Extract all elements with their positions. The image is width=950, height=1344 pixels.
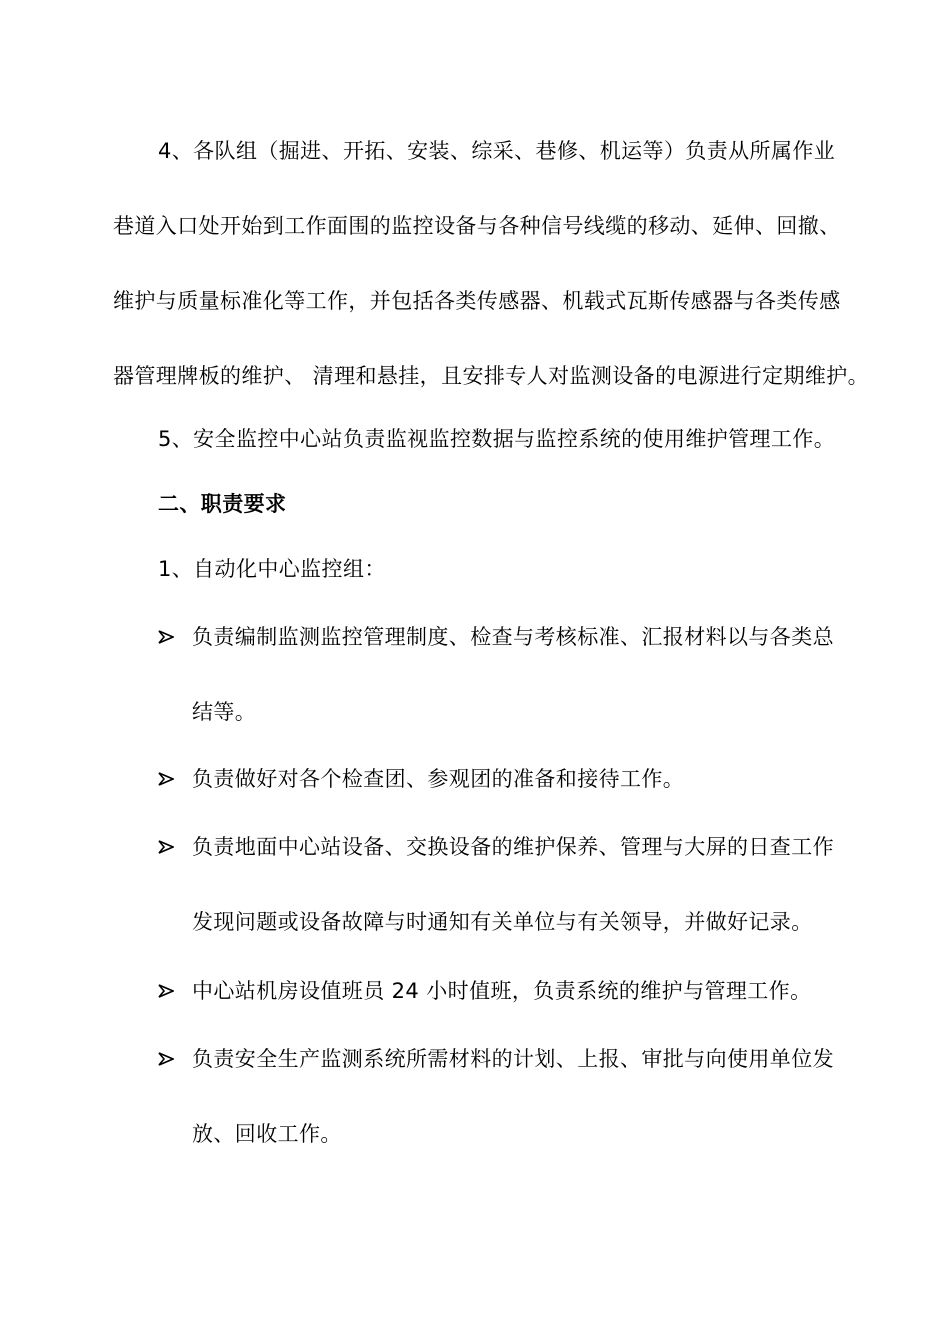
arrowhead-bullet-icon <box>158 976 178 998</box>
arrowhead-bullet-icon <box>158 622 178 644</box>
subsection-heading: 1、自动化中心监控组： <box>158 557 386 581</box>
bullet-1-line-1: 负责编制监测监控管理制度、检查与考核标准、汇报材料以与各类总 <box>192 625 834 649</box>
paragraph-4-line-1: 4、各队组（掘进、开拓、安装、综采、巷修、机运等）负责从所属作业 <box>158 139 836 163</box>
paragraph-5: 5、安全监控中心站负责监视监控数据与监控系统的使用维护管理工作。 <box>158 427 836 451</box>
bullet-5-line-1: 负责安全生产监测系统所需材料的计划、上报、审批与向使用单位发 <box>192 1047 834 1071</box>
bullet-3-line-2: 发现问题或设备故障与时通知有关单位与有关领导，并做好记录。 <box>192 910 813 934</box>
bullet-1-line-2: 结等。 <box>192 700 257 724</box>
bullet-4-line-1: 中心站机房设值班员 24 小时值班，负责系统的维护与管理工作。 <box>192 979 812 1003</box>
bullet-3-line-1: 负责地面中心站设备、交换设备的维护保养、管理与大屏的日查工作 <box>192 835 834 859</box>
paragraph-4-line-4: 器管理牌板的维护、 清理和悬挂，且安排专人对监测设备的电源进行定期维护。 <box>113 364 870 388</box>
arrowhead-bullet-icon <box>158 764 178 786</box>
section-heading: 二、职责要求 <box>158 492 287 516</box>
arrowhead-bullet-icon <box>158 1044 178 1066</box>
arrowhead-bullet-icon <box>158 832 178 854</box>
bullet-2-line-1: 负责做好对各个检查团、参观团的准备和接待工作。 <box>192 767 685 791</box>
paragraph-4-line-2: 巷道入口处开始到工作面围的监控设备与各种信号线缆的移动、延伸、回撤、 <box>113 214 841 238</box>
paragraph-4-line-3: 维护与质量标准化等工作，并包括各类传感器、机载式瓦斯传感器与各类传感 <box>113 289 841 313</box>
bullet-5-line-2: 放、回收工作。 <box>192 1122 342 1146</box>
